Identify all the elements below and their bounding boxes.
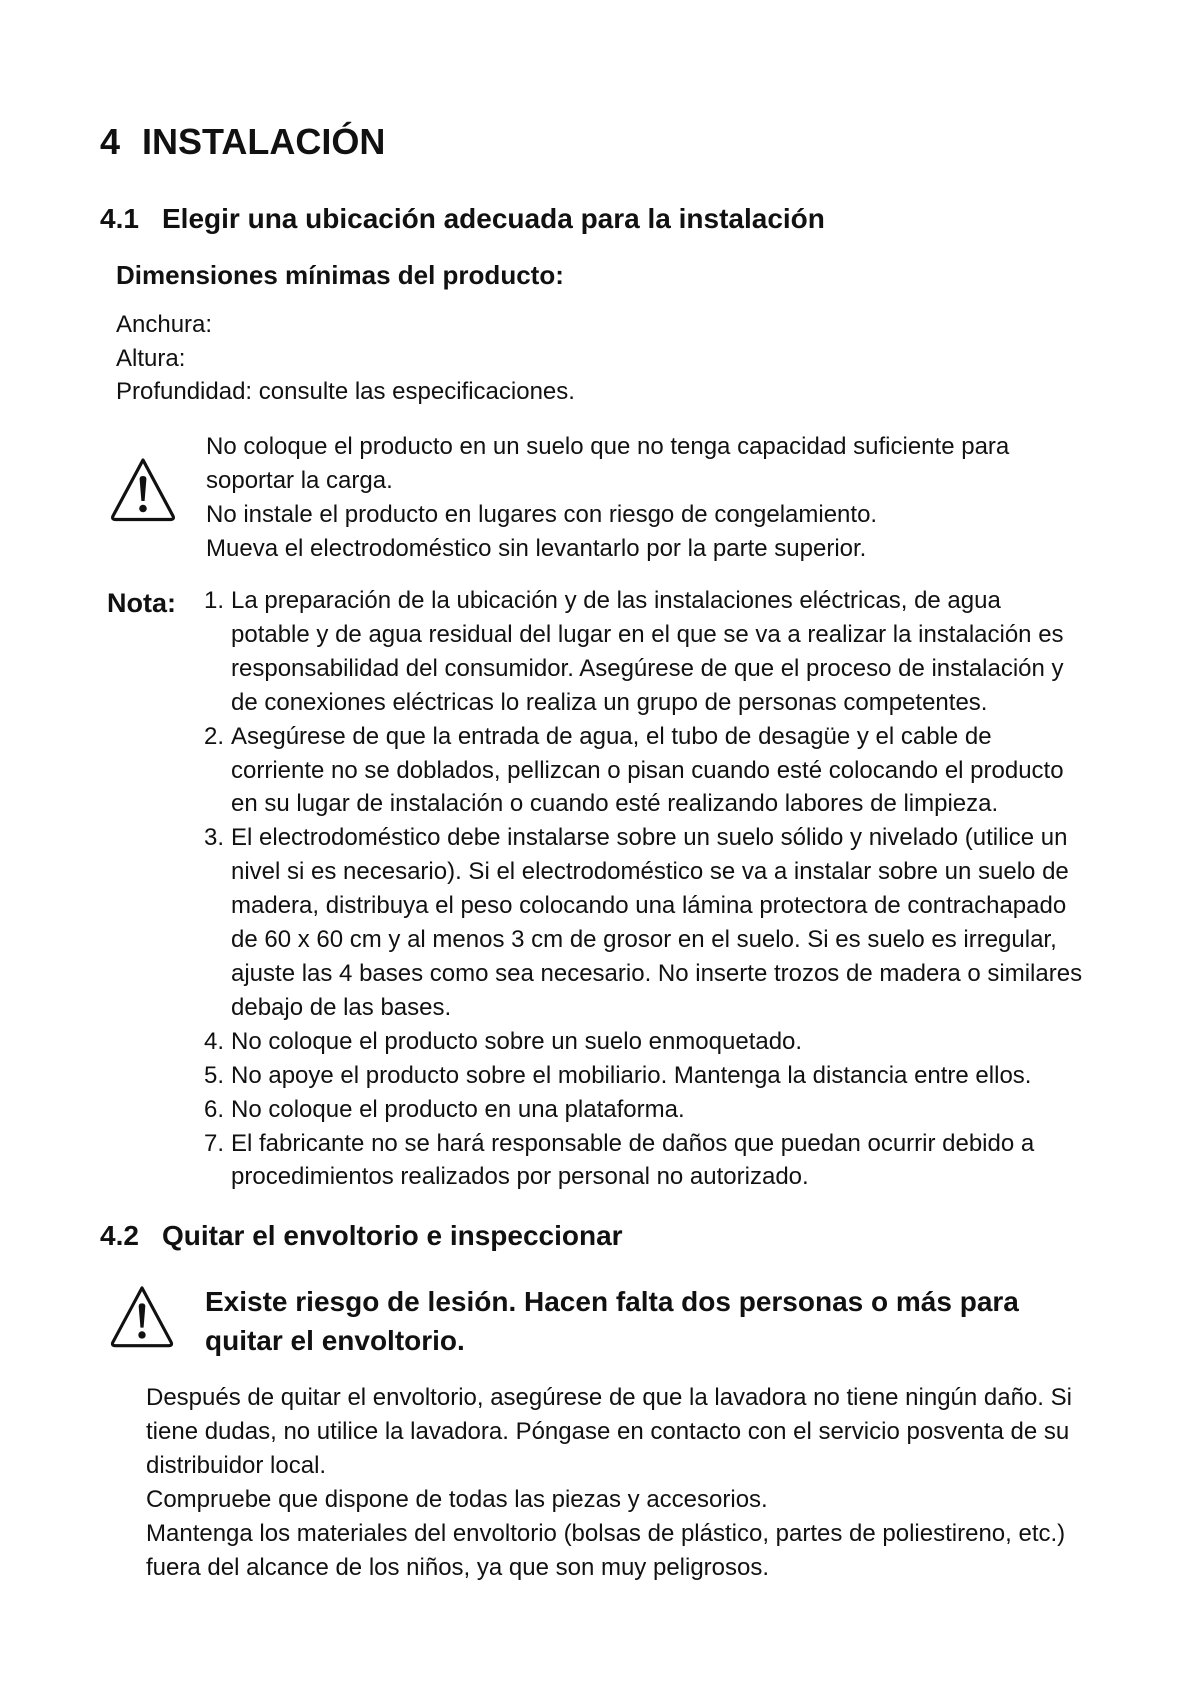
text-line: quitar el envoltorio. bbox=[205, 1325, 465, 1356]
note-item bbox=[204, 1059, 1082, 1093]
note-item-text bbox=[231, 720, 1064, 822]
text-line: soportar la carga. bbox=[206, 467, 393, 494]
subsection-heading-4-2 bbox=[100, 1219, 623, 1253]
dimension-depth: Profundidad: consulte las especificaciones. bbox=[116, 378, 575, 405]
note-item bbox=[204, 584, 1082, 720]
note-item-text bbox=[231, 1025, 802, 1059]
warning-text bbox=[206, 430, 1009, 566]
section-number: 4 bbox=[100, 121, 121, 162]
text-line: responsabilidad del consumidor. Asegúrese de que el proceso de instalación y bbox=[231, 654, 1064, 682]
text-line: Asegúrese de que la entrada de agua, el tubo de desagüe y el cable de bbox=[231, 722, 992, 750]
dimensions-title: Dimensiones mínimas del producto: bbox=[116, 260, 564, 290]
text-line: Después de quitar el envoltorio, asegúrese de que la lavadora no tiene ningún daño. Si bbox=[146, 1384, 1072, 1411]
text-line: en su lugar de instalación o cuando esté realizando labores de limpieza. bbox=[231, 790, 999, 818]
text-line: debajo de las bases. bbox=[231, 993, 452, 1021]
note-list bbox=[204, 584, 1082, 1194]
section-heading bbox=[100, 120, 385, 164]
note-item-number: 1. bbox=[204, 587, 225, 614]
text-line: Compruebe que dispone de todas las piezas y accesorios. bbox=[146, 1486, 768, 1513]
text-line: tiene dudas, no utilice la lavadora. Póngase en contacto con el servicio posventa de su bbox=[146, 1418, 1070, 1445]
unpacking-paragraph bbox=[146, 1381, 1072, 1585]
text-line: No coloque el producto en una plataforma. bbox=[231, 1095, 685, 1123]
text-line: distribuidor local. bbox=[146, 1452, 327, 1479]
text-line: de 60 x 60 cm y al menos 3 cm de grosor en el suelo. Si es suelo es irregular, bbox=[231, 926, 1057, 954]
dimension-width: Anchura: bbox=[116, 311, 213, 338]
note-item-number: 2. bbox=[204, 722, 225, 750]
note-item-number: 4. bbox=[204, 1027, 225, 1055]
text-line: No instale el producto en lugares con riesgo de congelamiento. bbox=[206, 501, 878, 528]
text-line: potable y de agua residual del lugar en el que se va a realizar la instalación es bbox=[231, 620, 1064, 648]
note-item bbox=[204, 720, 1082, 822]
subsection-number: 4.2 bbox=[100, 1220, 139, 1251]
note-item bbox=[204, 1093, 1082, 1127]
note-item-text bbox=[231, 1093, 685, 1127]
note-item bbox=[204, 1025, 1082, 1059]
note-item-number: 3. bbox=[204, 824, 225, 852]
note-item-number: 7. bbox=[204, 1129, 225, 1157]
warning-icon bbox=[108, 455, 178, 525]
text-line: La preparación de la ubicación y de las instalaciones eléctricas, de agua bbox=[231, 587, 1001, 614]
note-item-text bbox=[231, 1059, 1031, 1093]
dimension-height: Altura: bbox=[116, 344, 186, 372]
text-line: El electrodoméstico debe instalarse sobre un suelo sólido y nivelado (utilice un bbox=[231, 824, 1068, 852]
subsection-number: 4.1 bbox=[100, 203, 139, 234]
note-item-text bbox=[231, 821, 1082, 1024]
text-line: Existe riesgo de lesión. Hacen falta dos personas o más para bbox=[205, 1286, 1019, 1317]
text-line: procedimientos realizados por personal no autorizado. bbox=[231, 1163, 809, 1191]
text-line: Mueva el electrodoméstico sin levantarlo por la parte superior. bbox=[206, 535, 867, 562]
subsection-heading-4-1 bbox=[100, 202, 825, 236]
injury-warning-text bbox=[205, 1282, 1019, 1360]
text-line: No apoye el producto sobre el mobiliario. Mantenga la distancia entre ellos. bbox=[231, 1061, 1032, 1089]
note-item-number: 5. bbox=[204, 1061, 225, 1089]
warning-icon bbox=[107, 1283, 177, 1351]
section-title: INSTALACIÓN bbox=[142, 121, 386, 162]
note-item bbox=[204, 821, 1082, 1024]
note-item-text bbox=[231, 1127, 1034, 1195]
text-line: El fabricante no se hará responsable de daños que puedan ocurrir debido a bbox=[231, 1129, 1035, 1157]
note-item-number: 6. bbox=[204, 1095, 225, 1123]
text-line: No coloque el producto sobre un suelo enmoquetado. bbox=[231, 1027, 803, 1055]
text-line: de conexiones eléctricas lo realiza un grupo de personas competentes. bbox=[231, 688, 988, 716]
subsection-title: Quitar el envoltorio e inspeccionar bbox=[162, 1220, 623, 1251]
note-label: Nota: bbox=[107, 588, 176, 618]
text-line: Mantenga los materiales del envoltorio (bolsas de plástico, partes de poliestireno, etc.) bbox=[146, 1520, 1066, 1547]
text-line: corriente no se doblados, pellizcan o pisan cuando esté colocando el producto bbox=[231, 756, 1064, 784]
text-line: fuera del alcance de los niños, ya que son muy peligrosos. bbox=[146, 1554, 770, 1581]
text-line: madera, distribuya el peso colocando una lámina protectora de contrachapado bbox=[231, 892, 1067, 920]
text-line: No coloque el producto en un suelo que no tenga capacidad suficiente para bbox=[206, 433, 1010, 460]
subsection-title: Elegir una ubicación adecuada para la instalación bbox=[162, 203, 825, 234]
note-item-text bbox=[231, 584, 1064, 720]
note-item bbox=[204, 1127, 1082, 1195]
dimensions-list bbox=[116, 308, 575, 409]
text-line: ajuste las 4 bases como sea necesario. No inserte trozos de madera o similares bbox=[231, 959, 1083, 987]
text-line: nivel si es necesario). Si el electrodoméstico se va a instalar sobre un suelo de bbox=[231, 858, 1069, 886]
